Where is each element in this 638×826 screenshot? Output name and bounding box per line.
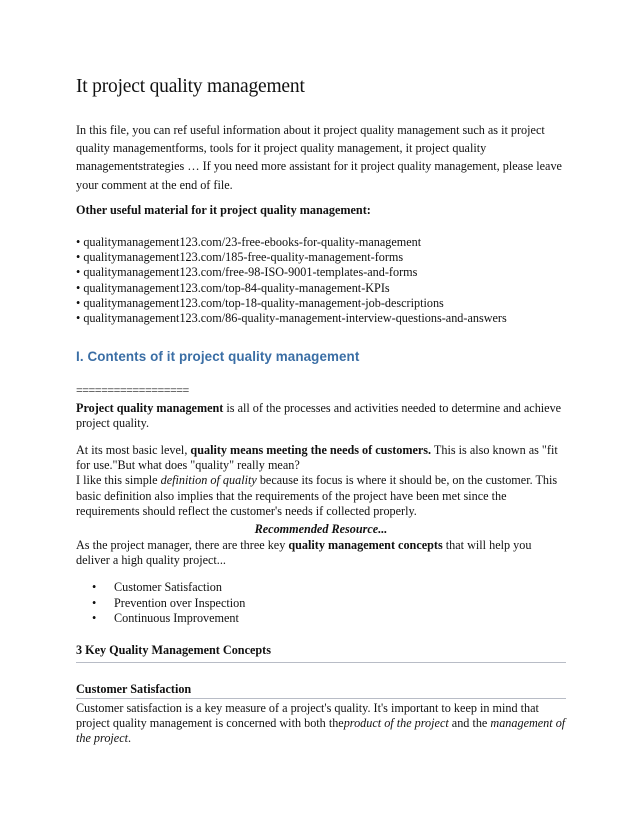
list-item: • Continuous Improvement [90,611,245,627]
basic-text-f: because its focus is where it should be, on the customer. This basic definition also implies that the requirements of the project have been met since the requirements should reflect the customer's needs if collected properly. [76,473,558,518]
divider [76,662,566,663]
cs-text-c: and the [448,716,491,731]
concepts-heading: 3 Key Quality Management Concepts [76,643,271,657]
recommended-resource-link[interactable]: Recommended Resource... [254,522,388,536]
pm-text-c: that will help you deliver a high quality project... [76,538,532,568]
intro-paragraph: In this file, you can ref useful information about it project quality management such as it project quality managementforms, tools for it project quality management, it project quality managementstrategies … If you need more assistant for it project quality management, please leave your comment at the end of file. [76,123,562,192]
basic-level-paragraph [76,443,566,519]
document-title: It project quality management [76,76,305,97]
cs-text-e: . [128,731,132,746]
pqm-text: is all of the processes and activities needed to determine and achieve project quality. [76,401,562,431]
pqm-term: Project quality management [76,401,224,415]
concepts-list [90,580,245,627]
resource-link[interactable]: • qualitymanagement123.com/23-free-ebooks-for-quality-management [76,235,507,250]
resource-link[interactable]: • qualitymanagement123.com/top-84-quality-management-KPIs [76,281,507,296]
resource-link[interactable]: • qualitymanagement123.com/185-free-quality-management-forms [76,250,507,265]
customer-satisfaction-heading: Customer Satisfaction [76,682,192,696]
pm-text-b: quality management concepts [288,538,443,552]
customer-satisfaction-paragraph [76,701,566,747]
basic-text-b: quality means meeting the needs of customers. [190,443,432,457]
cs-text-d: management of the project [76,716,566,746]
resource-link-list [76,235,507,326]
list-item: • Customer Satisfaction [90,580,245,596]
other-material-heading: Other useful material for it project quality management: [76,203,371,217]
pm-text-a: As the project manager, there are three key [76,538,289,552]
basic-text-e: definition of quality [160,473,257,488]
resource-link[interactable]: • qualitymanagement123.com/top-18-quality-management-job-descriptions [76,296,507,311]
separator-line: ================== [76,383,189,397]
project-manager-paragraph [76,538,566,568]
section-heading-contents: I. Contents of it project quality management [76,349,360,364]
pqm-paragraph [76,401,566,431]
basic-text-a: At its most basic level, [76,443,191,457]
list-item: • Prevention over Inspection [90,596,245,612]
resource-link[interactable]: • qualitymanagement123.com/86-quality-management-interview-questions-and-answers [76,311,507,326]
cs-text-a: Customer satisfaction is a key measure of a project's quality. It's important to keep in mind that project quality management is concerned with both the [76,701,539,731]
divider [76,698,566,699]
basic-text-d: I like this simple [76,473,161,488]
cs-text-b: product of the project [343,716,449,731]
basic-text-c: This is also known as "fit for use."But what does "quality" really mean? [76,443,558,473]
resource-link[interactable]: • qualitymanagement123.com/free-98-ISO-9001-templates-and-forms [76,265,507,280]
